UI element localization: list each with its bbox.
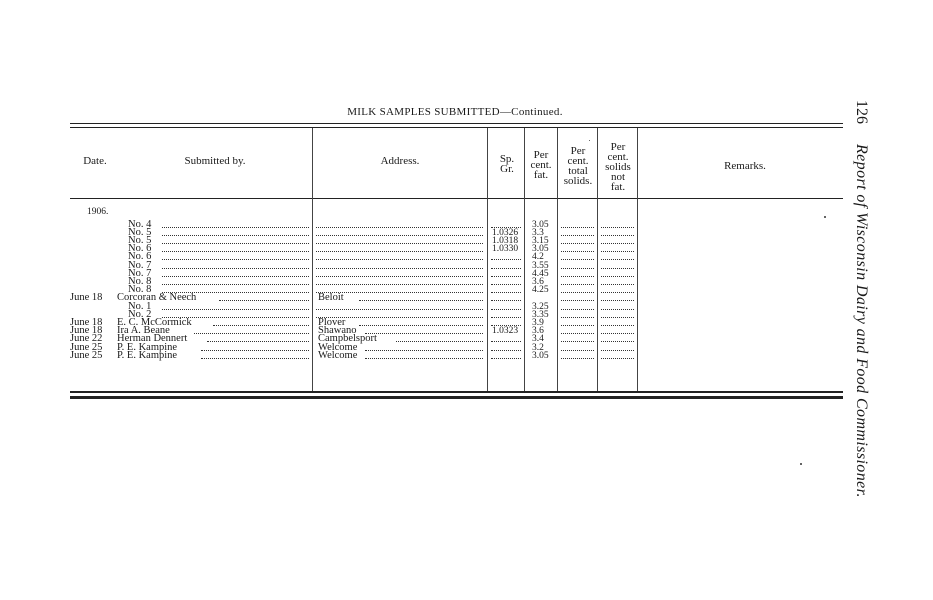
- leader-dots: [162, 253, 309, 261]
- running-head: Report of Wisconsin Dairy and Food Commissioner.: [853, 144, 870, 498]
- leader-dots: [491, 270, 521, 278]
- leader-dots: [491, 286, 521, 294]
- row-submitted-by: P. E. Kampine: [117, 341, 178, 353]
- row-sp-gr: 1.0323: [492, 326, 519, 337]
- row-fat: 3.05: [532, 350, 549, 361]
- leader-dots: [219, 294, 309, 302]
- row-sp-gr: 1.0318: [492, 235, 519, 246]
- leader-dots: [162, 221, 309, 229]
- row-submitted-by: Corcoran & Neech: [117, 292, 197, 304]
- col-divider-address: [312, 128, 313, 391]
- row-submitted-by: Ira A. Beane: [117, 325, 170, 337]
- row-submitted-by: No. 2: [128, 308, 152, 320]
- leader-dots: [316, 237, 483, 245]
- leader-dots: [601, 270, 634, 278]
- leader-dots: [601, 221, 634, 229]
- row-fat: 3.3: [532, 227, 544, 238]
- row-address: Welcome: [318, 341, 358, 353]
- leader-dots: [491, 335, 521, 343]
- row-fat: 3.6: [532, 276, 544, 287]
- leader-dots: [601, 253, 634, 261]
- leader-dots: [601, 319, 634, 327]
- leader-dots: [365, 327, 483, 335]
- leader-dots: [601, 229, 634, 237]
- leader-dots: [491, 352, 521, 360]
- leader-dots: [561, 303, 594, 311]
- leader-dots: [207, 335, 309, 343]
- scan-speck: [800, 463, 802, 465]
- leader-dots: [491, 278, 521, 286]
- leader-dots: [601, 344, 634, 352]
- leader-dots: [316, 278, 483, 286]
- leader-dots: [561, 253, 594, 261]
- leader-dots: [561, 344, 594, 352]
- leader-dots: [316, 245, 483, 253]
- row-date: June 22: [70, 333, 103, 345]
- page-number: 126: [853, 100, 870, 124]
- row-date: June 18: [70, 292, 103, 304]
- bottom-rule-2: [70, 396, 843, 399]
- row-fat: 3.9: [532, 317, 544, 328]
- leader-dots: [491, 294, 521, 302]
- header-fat: [525, 150, 557, 180]
- header-address: Address.: [380, 155, 420, 167]
- leader-dots: [365, 344, 483, 352]
- leader-dots: [601, 278, 634, 286]
- leader-dots: [561, 311, 594, 319]
- leader-dots: [213, 319, 309, 327]
- year-label: 1906.: [87, 207, 109, 217]
- leader-dots: [162, 303, 309, 311]
- header-solids-not-fat-line-1: Per: [610, 141, 626, 153]
- header-total-solids-line-1: Per: [570, 145, 586, 157]
- row-submitted-by: P. E. Kampine: [117, 349, 178, 361]
- leader-dots: [359, 294, 483, 302]
- header-solids-not-fat-line-4: not: [610, 171, 626, 183]
- row-fat: 3.35: [532, 309, 549, 320]
- leader-dots: [561, 286, 594, 294]
- page-title: MILK SAMPLES SUBMITTED—Continued.: [347, 106, 563, 118]
- row-fat: 3.2: [532, 342, 544, 353]
- leader-dots: [601, 286, 634, 294]
- leader-dots: [194, 327, 309, 335]
- header-remarks: Remarks.: [724, 160, 766, 172]
- leader-dots: [561, 327, 594, 335]
- row-sp-gr: 1.0326: [492, 227, 519, 238]
- leader-dots: [201, 344, 309, 352]
- row-fat: 4.2: [532, 252, 544, 263]
- row-fat: 3.6: [532, 326, 544, 337]
- row-address: Plover: [318, 316, 346, 328]
- leader-dots: [561, 335, 594, 343]
- leader-dots: [491, 303, 521, 311]
- leader-dots: [316, 229, 483, 237]
- leader-dots: [601, 294, 634, 302]
- row-date: June 18: [70, 325, 103, 337]
- side-running-head: [850, 100, 870, 520]
- leader-dots: [601, 303, 634, 311]
- leader-dots: [601, 262, 634, 270]
- leader-dots: [316, 262, 483, 270]
- leader-dots: [491, 262, 521, 270]
- leader-dots: [162, 245, 309, 253]
- header-total-solids-line-4: solids.: [563, 175, 593, 187]
- leader-dots: [491, 311, 521, 319]
- row-submitted-by: Herman Dennert: [117, 333, 188, 345]
- row-submitted-by: No. 5: [128, 226, 152, 238]
- leader-dots: [162, 278, 309, 286]
- row-date: June 25: [70, 349, 103, 361]
- leader-dots: [201, 352, 309, 360]
- leader-dots: [162, 270, 309, 278]
- header-sp-gr: [490, 154, 524, 174]
- header-solids-not-fat-line-5: fat.: [610, 181, 626, 193]
- row-submitted-by: No. 1: [128, 300, 152, 312]
- header-sp-gr-line-2: Gr.: [500, 163, 514, 175]
- leader-dots: [601, 327, 634, 335]
- leader-dots: [561, 270, 594, 278]
- leader-dots: [601, 335, 634, 343]
- leader-dots: [561, 229, 594, 237]
- header-fat-line-3: fat.: [533, 169, 549, 181]
- row-submitted-by: No. 8: [128, 284, 152, 296]
- leader-dots: [561, 352, 594, 360]
- header-total-solids: [558, 146, 598, 186]
- leader-dots: [601, 237, 634, 245]
- header-total-solids-line-2: cent.: [567, 155, 589, 167]
- row-submitted-by: No. 8: [128, 275, 152, 287]
- row-date: June 25: [70, 341, 103, 353]
- row-date: June 18: [70, 316, 103, 328]
- row-submitted-by: No. 4: [128, 218, 152, 230]
- row-fat: 3.15: [532, 235, 549, 246]
- row-submitted-by: No. 7: [128, 267, 152, 279]
- row-submitted-by: E. C. McCormick: [117, 316, 192, 328]
- leader-dots: [601, 311, 634, 319]
- leader-dots: [162, 229, 309, 237]
- row-submitted-by: No. 5: [128, 234, 152, 246]
- leader-dots: [491, 344, 521, 352]
- row-submitted-by: No. 6: [128, 251, 152, 263]
- top-rule-2: [70, 127, 843, 128]
- row-address: Shawano: [318, 325, 357, 337]
- header-solids-not-fat-line-2: cent.: [607, 151, 629, 163]
- leader-dots: [601, 245, 634, 253]
- row-fat: 4.45: [532, 268, 549, 279]
- leader-dots: [162, 237, 309, 245]
- leader-dots: [561, 278, 594, 286]
- header-submitted-by: Submitted by.: [184, 155, 246, 167]
- leader-dots: [601, 352, 634, 360]
- row-address: Beloit: [318, 292, 344, 304]
- leader-dots: [491, 253, 521, 261]
- header-fat-line-1: Per: [533, 149, 549, 161]
- header-date: Date.: [83, 155, 107, 167]
- top-rule-1: [70, 123, 843, 124]
- leader-dots: [316, 270, 483, 278]
- scan-speck: [824, 216, 826, 218]
- row-fat: 3.25: [532, 301, 549, 312]
- header-solids-not-fat-line-3: solids: [605, 161, 631, 173]
- row-fat: 4.25: [532, 285, 549, 296]
- row-fat: 3.05: [532, 244, 549, 255]
- leader-dots: [316, 253, 483, 261]
- row-sp-gr: 1.0330: [492, 244, 519, 255]
- header-rule: [70, 198, 843, 199]
- header-total-solids-line-3: total: [568, 165, 588, 177]
- col-divider-spgr: [487, 128, 488, 391]
- header-solids-not-fat: [598, 142, 638, 192]
- row-address: Campbelsport: [318, 333, 377, 345]
- row-submitted-by: No. 6: [128, 243, 152, 255]
- header-fat-line-2: cent.: [530, 159, 552, 171]
- leader-dots: [316, 303, 483, 311]
- leader-dots: [316, 221, 483, 229]
- leader-dots: [561, 245, 594, 253]
- leader-dots: [162, 262, 309, 270]
- leader-dots: [561, 319, 594, 327]
- row-fat: 3.05: [532, 219, 549, 230]
- scan-speck: [589, 140, 590, 141]
- row-submitted-by: No. 7: [128, 259, 152, 271]
- row-fat: 3.4: [532, 334, 544, 345]
- row-fat: 3.55: [532, 260, 549, 271]
- leader-dots: [359, 319, 483, 327]
- bottom-rule-1: [70, 391, 843, 393]
- row-address: Welcome: [318, 349, 358, 361]
- header-sp-gr-line-1: Sp.: [499, 153, 515, 165]
- leader-dots: [365, 352, 483, 360]
- leader-dots: [561, 294, 594, 302]
- leader-dots: [561, 237, 594, 245]
- leader-dots: [396, 335, 483, 343]
- leader-dots: [561, 221, 594, 229]
- leader-dots: [561, 262, 594, 270]
